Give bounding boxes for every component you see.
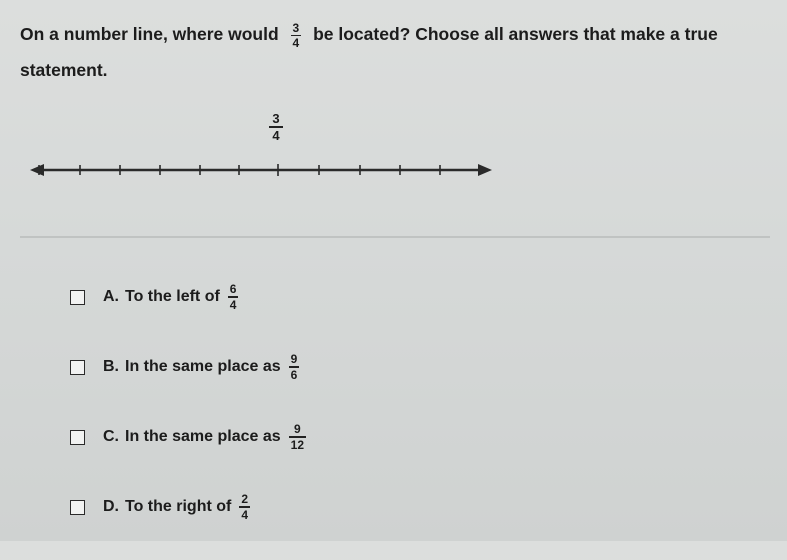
fraction-denominator: 12 — [290, 437, 304, 452]
number-line — [30, 112, 510, 197]
option-d-checkbox[interactable] — [70, 500, 85, 515]
label-denominator: 4 — [272, 128, 280, 143]
option-c-letter: C. — [103, 428, 119, 445]
option-b-text: In the same place as — [125, 358, 281, 375]
fraction-numerator: 3 — [292, 20, 300, 35]
fraction-denominator: 6 — [290, 367, 298, 382]
option-c-checkbox[interactable] — [70, 430, 85, 445]
section-divider — [20, 236, 770, 238]
option-b-checkbox[interactable] — [70, 360, 85, 375]
option-b-fraction — [289, 353, 300, 381]
option-a-checkbox[interactable] — [70, 290, 85, 305]
option-c-fraction — [289, 423, 306, 451]
option-a[interactable] — [70, 280, 313, 314]
option-a-letter: A. — [103, 288, 119, 305]
fraction-numerator: 2 — [241, 492, 249, 507]
left-arrow-icon — [30, 164, 44, 176]
number-line-label — [269, 112, 283, 142]
option-d-text: To the right of — [125, 498, 232, 515]
fraction-denominator: 4 — [292, 36, 300, 51]
fraction-numerator: 9 — [293, 422, 301, 437]
label-numerator: 3 — [272, 111, 280, 126]
option-b-letter: B. — [103, 358, 119, 375]
option-c-text: In the same place as — [125, 428, 281, 445]
question-text-after: be located? Choose all answers that make a true statement. — [20, 24, 718, 80]
question-text-before: On a number line, where would — [20, 24, 279, 44]
fraction-numerator: 6 — [229, 282, 237, 297]
fraction-denominator: 4 — [229, 297, 237, 312]
option-d-fraction — [239, 493, 250, 521]
answer-options — [70, 280, 313, 560]
fraction-denominator: 4 — [241, 507, 249, 522]
question-text — [20, 16, 770, 88]
option-d-letter: D. — [103, 498, 119, 515]
option-d[interactable] — [70, 490, 313, 524]
option-a-text: To the left of — [125, 288, 220, 305]
option-b[interactable] — [70, 350, 313, 384]
right-arrow-icon — [478, 164, 492, 176]
fraction-numerator: 9 — [290, 352, 298, 367]
option-c[interactable] — [70, 420, 313, 454]
question-fraction — [291, 22, 302, 50]
option-a-fraction — [228, 283, 239, 311]
